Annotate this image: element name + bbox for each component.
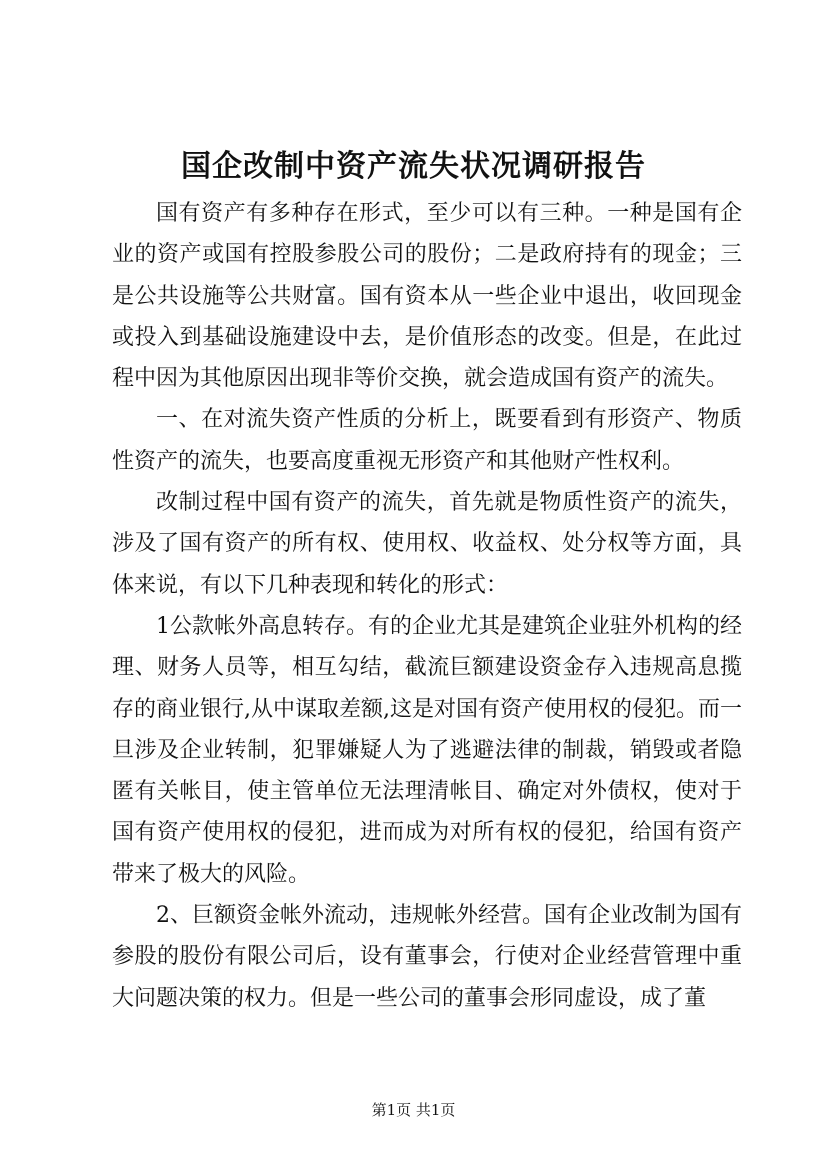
paragraph: 改制过程中国有资产的流失，首先就是物质性资产的流失，涉及了国有资产的所有权、使用权、收益权、处分权等方面，具体来说，有以下几种表现和转化的形式： — [112, 490, 742, 598]
paragraph: 2、巨额资金帐外流动，违规帐外经营。国有企业改制为国有参股的股份有限公司后，设有董事会，行使对企业经营管理中重大问题决策的权力。但是一些公司的董事会形同虚设，成了董 — [112, 903, 742, 1011]
paragraph: 1公款帐外高息转存。有的企业尤其是建筑企业驻外机构的经理、财务人员等，相互勾结，截流巨额建设资金存入违规高息揽存的商业银行,从中谋取差额,这是对国有资产使用权的侵犯。而一旦涉及企业转制，犯罪嫌疑人为了逃避法律的制裁，销毁或者隐匿有关帐目，使主管单位无法理清帐目、确定对外债权，使对于国有资产使用权的侵犯，进而成为对所有权的侵犯，给国有资产带来了极大的风险。 — [112, 613, 742, 887]
document-title: 国企改制中资产流失状况调研报告 — [181, 149, 646, 184]
paragraph: 一、在对流失资产性质的分析上，既要看到有形资产、物质性资产的流失，也要高度重视无形资产和其他财产性权利。 — [112, 407, 742, 474]
document-body — [112, 193, 742, 1019]
page-footer: 第1页 共1页 — [371, 1101, 456, 1119]
paragraph: 国有资产有多种存在形式，至少可以有三种。一种是国有企业的资产或国有控股参股公司的股份；二是政府持有的现金；三是公共设施等公共财富。国有资本从一些企业中退出，收回现金或投入到基础设施建设中去，是价值形态的改变。但是，在此过程中因为其他原因出现非等价交换，就会造成国有资产的流失。 — [112, 201, 742, 392]
